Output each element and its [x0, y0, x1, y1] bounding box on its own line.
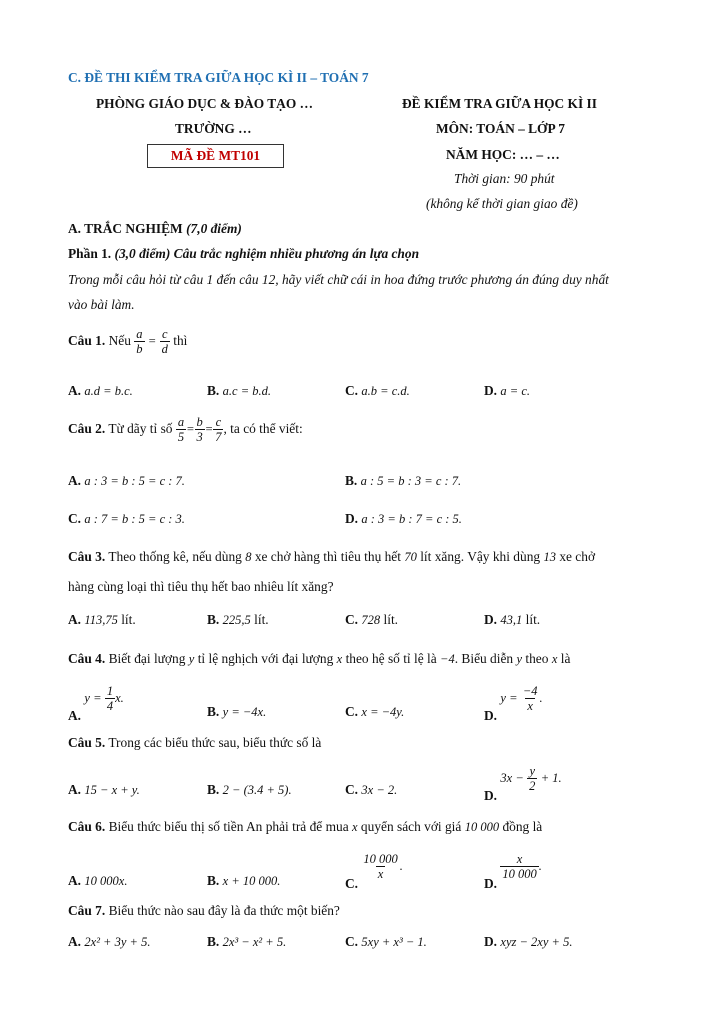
part-a-points: (7,0 điểm) — [186, 221, 242, 236]
q5-option-b[interactable]: B. 2 − (3.4 + 5). — [207, 782, 292, 797]
q1-option-c[interactable]: C. a.b = c.d. — [345, 383, 410, 398]
q2-fraction-2: $\frac{b}{3}$ — [196, 415, 203, 445]
q1-eq: = — [147, 333, 157, 348]
subject-line: MÔN: TOÁN – LỚP 7 — [436, 121, 565, 136]
q1-fraction-cd: $\frac{c}{d}$ — [161, 327, 168, 357]
q4-option-d[interactable]: D. y = $\frac{-4}{x}$ . — [484, 684, 543, 723]
q2-text-pre: Từ dãy tỉ số — [108, 420, 173, 436]
q3-option-a[interactable]: A. 113,75 lít. — [68, 612, 136, 627]
section-title: C. ĐỀ THI KIỂM TRA GIỮA HỌC KÌ II – TOÁN 7 — [68, 70, 369, 85]
q5-option-c[interactable]: C. 3x − 2. — [345, 782, 398, 797]
q2-fraction-3: $\frac{c}{7}$ — [215, 415, 222, 445]
q7-option-d[interactable]: D. xyz − 2xy + 5. — [484, 934, 573, 949]
part1-instruction-2: vào bài làm. — [68, 297, 135, 312]
exam-title: ĐỀ KIỂM TRA GIỮA HỌC KÌ II — [402, 96, 597, 111]
q2-text-post: , ta có thể viết: — [223, 420, 303, 436]
q4-option-a[interactable]: A. y = $\frac{1}{4}$ x. — [68, 684, 124, 723]
q2-option-c[interactable]: C. a : 7 = b : 5 = c : 3. — [68, 511, 185, 526]
q1-option-d[interactable]: D. a = c. — [484, 383, 530, 398]
q7-option-c[interactable]: C. 5xy + x³ − 1. — [345, 934, 427, 949]
q1-label: Câu 1. — [68, 332, 106, 348]
q4-option-b[interactable]: B. y = −4x. — [207, 704, 267, 719]
q6-option-b[interactable]: B. x + 10 000. — [207, 873, 281, 888]
part-a-title: A. TRẮC NGHIỆM — [68, 221, 183, 236]
q4-option-c[interactable]: C. x = −4y. — [345, 704, 405, 719]
q2-fraction-1: $\frac{a}{5}$ — [177, 415, 185, 445]
exam-code-box: MÃ ĐỀ MT101 — [147, 144, 284, 168]
q3-option-c[interactable]: C. 728 lít. — [345, 612, 399, 627]
q2-option-a[interactable]: A. a : 3 = b : 5 = c : 7. — [68, 473, 185, 488]
q3-option-d[interactable]: D. 43,1 lít. — [484, 612, 541, 627]
q1-text-pre: Nếu — [108, 332, 131, 348]
q6-option-a[interactable]: A. 10 000x. — [68, 873, 128, 888]
part1-label: Phần 1. — [68, 246, 112, 261]
question-3: Câu 3. Theo thống kê, nếu dùng 8 xe chở hàng thì tiêu thụ hết 70 lít xăng. Vậy khi dùng 13 xe chở — [68, 549, 596, 564]
q1-option-a[interactable]: A. a.d = b.c. — [68, 383, 133, 398]
q6-option-d[interactable]: D. $\frac{x}{10 000}$ . — [484, 852, 542, 891]
part-a-heading — [68, 221, 242, 237]
q2-option-b[interactable]: B. a : 5 = b : 3 = c : 7. — [345, 473, 462, 488]
q2-option-d[interactable]: D. a : 3 = b : 7 = c : 5. — [345, 511, 462, 526]
q5-option-d[interactable]: D. 3x − $\frac{y}{2}$ + 1. — [484, 764, 562, 803]
q7-option-a[interactable]: A. 2x² + 3y + 5. — [68, 934, 151, 949]
question-2: Câu 2. Từ dãy tỉ số $\frac{a}{5}$ = $\frac{b}{3}$ = $\frac{c}{7}$ , ta có thể viết: — [68, 415, 303, 445]
q3-option-b[interactable]: B. 225,5 lít. — [207, 612, 269, 627]
exam-time-note: (không kể thời gian giao đề) — [426, 196, 578, 211]
part1-heading — [68, 246, 419, 262]
q1-text-post: thì — [173, 332, 188, 348]
question-4: Câu 4. Biết đại lượng y tỉ lệ nghịch với đại lượng x theo hệ số tỉ lệ là −4. Biểu diễn y theo x là — [68, 651, 571, 666]
q5-option-a[interactable]: A. 15 − x + y. — [68, 782, 140, 797]
q6-option-c[interactable]: C. $\frac{10 000}{x}$ . — [345, 852, 403, 891]
q7-option-b[interactable]: B. 2x³ − x² + 5. — [207, 934, 287, 949]
department-name: PHÒNG GIÁO DỤC & ĐÀO TẠO … — [96, 96, 313, 111]
exam-time: Thời gian: 90 phút — [454, 171, 555, 186]
school-year: NĂM HỌC: … – … — [446, 147, 560, 162]
q2-label: Câu 2. — [68, 420, 106, 436]
school-name: TRƯỜNG … — [175, 121, 252, 136]
part1-instruction-1: Trong mỗi câu hỏi từ câu 1 đến câu 12, hãy viết chữ cái in hoa đứng trước phương án đúng duy nhất — [68, 272, 609, 287]
question-6: Câu 6. Biểu thức biểu thị số tiền An phải trả để mua x quyển sách với giá 10 000 đồng là — [68, 819, 543, 834]
question-5: Câu 5. Trong các biểu thức sau, biểu thức số là — [68, 735, 322, 750]
part1-desc: (3,0 điểm) Câu trắc nghiệm nhiều phương án lựa chọn — [114, 246, 420, 261]
question-7: Câu 7. Biểu thức nào sau đây là đa thức một biến? — [68, 903, 340, 918]
q1-fraction-ab: $\frac{a}{b}$ — [136, 327, 143, 357]
question-1 — [68, 327, 187, 357]
q3-line-2: hàng cùng loại thì tiêu thụ hết bao nhiêu lít xăng? — [68, 579, 334, 594]
q1-option-b[interactable]: B. a.c = b.d. — [207, 383, 271, 398]
